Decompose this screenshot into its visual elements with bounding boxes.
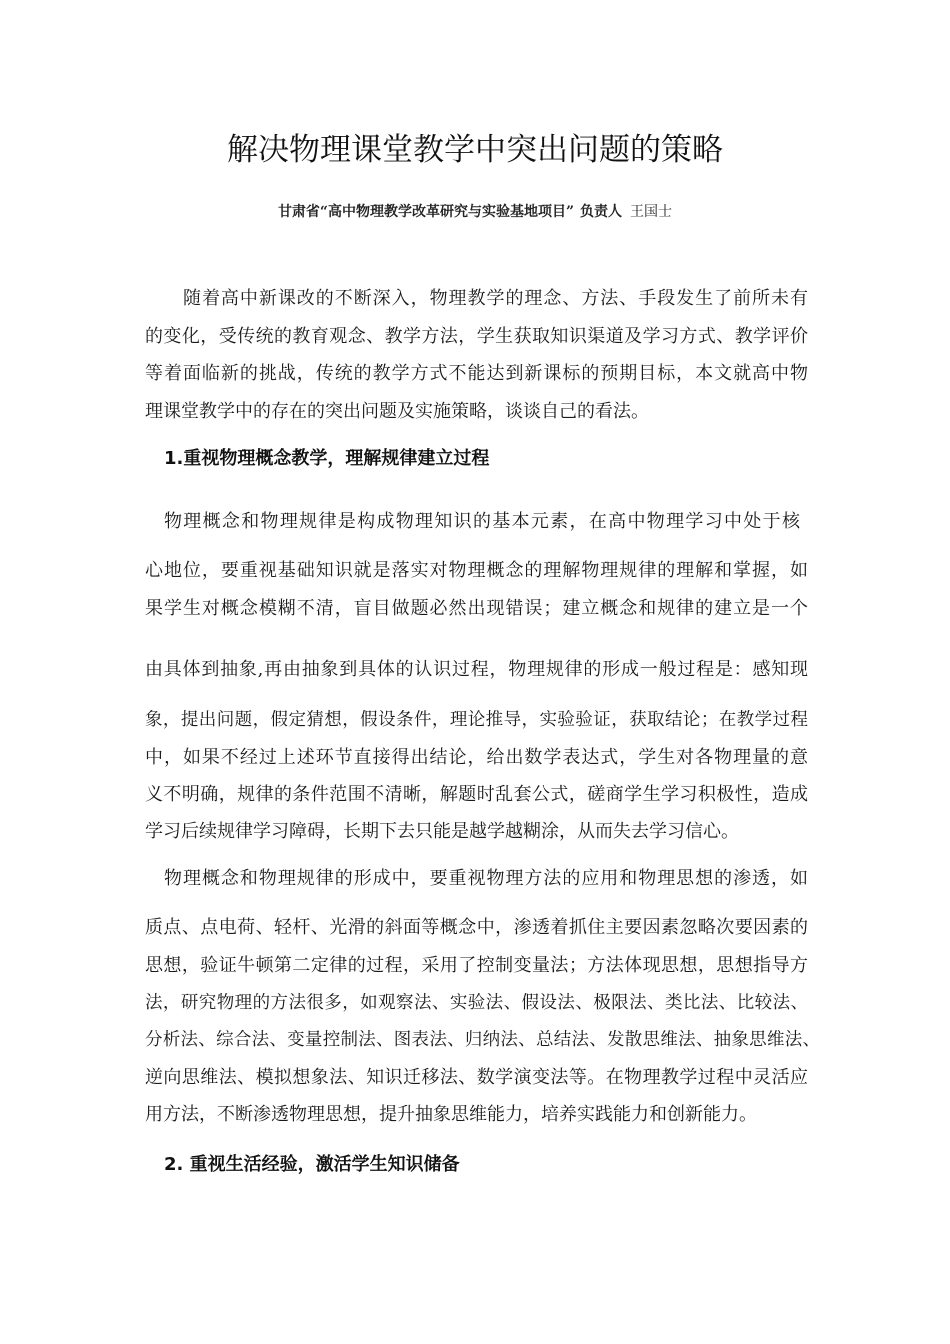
- paragraph-line: 分析法、综合法、变量控制法、图表法、归纳法、总结法、发散思维法、抽象思维法、: [145, 1030, 820, 1050]
- author-line: [0, 201, 950, 223]
- paragraph-line: 逆向思维法、模拟想象法、知识迁移法、数学演变法等。在物理教学过程中灵活应: [145, 1067, 808, 1088]
- paragraph-line: 用方法，不断渗透物理思想，提升抽象思维能力，培养实践能力和创新能力。: [145, 1104, 757, 1125]
- section-heading-1: 1.重视物理概念教学，理解规律建立过程: [164, 448, 490, 469]
- paragraph-line: 由具体到抽象,再由抽象到具体的认识过程，物理规律的形成一般过程是：感知现: [145, 659, 808, 680]
- paragraph-line: 思想，验证牛顿第二定律的过程，采用了控制变量法；方法体现思想，思想指导方: [145, 955, 808, 976]
- paragraph-line: 果学生对概念模糊不清，盲目做题必然出现错误；建立概念和规律的建立是一个: [145, 598, 808, 619]
- intro-line: 随着高中新课改的不断深入，物理教学的理念、方法、手段发生了前所未有: [183, 288, 808, 309]
- paragraph-line: 法，研究物理的方法很多，如观察法、实验法、假设法、极限法、类比法、比较法、: [145, 993, 808, 1013]
- paragraph-line: 心地位，要重视基础知识就是落实对物理概念的理解物理规律的理解和掌握，如: [145, 560, 808, 581]
- intro-line: 等着面临新的挑战，传统的教学方式不能达到新课标的预期目标，本文就高中物: [145, 363, 808, 384]
- author-name: 王国士: [630, 204, 673, 220]
- paragraph-line: 学习后续规律学习障碍，长期下去只能是越学越糊涂，从而失去学习信心。: [145, 821, 739, 842]
- paragraph-line: 中，如果不经过上述环节直接得出结论，给出数学表达式，学生对各物理量的意: [145, 747, 808, 768]
- paragraph-line: 质点、点电荷、轻杆、光滑的斜面等概念中，渗透着抓住主要因素忽略次要因素的: [145, 917, 808, 938]
- intro-line: 的变化，受传统的教育观念、教学方法，学生获取知识渠道及学习方式、教学评价: [145, 326, 808, 347]
- intro-line: 理课堂教学中的存在的突出问题及实施策略，谈谈自己的看法。: [145, 401, 649, 422]
- paragraph-line: 义不明确，规律的条件范围不清晰，解题时乱套公式，磋商学生学习积极性，造成: [145, 784, 808, 805]
- paragraph-line: 物理概念和物理规律的形成中，要重视物理方法的应用和物理思想的渗透，如: [164, 868, 808, 889]
- author-role: 负责人: [580, 204, 623, 220]
- section-heading-2: 2. 重视生活经验，激活学生知识储备: [164, 1154, 460, 1175]
- paragraph-line: 物理概念和物理规律是构成物理知识的基本元素，在高中物理学习中处于核: [164, 511, 800, 532]
- author-organization: 甘肃省“高中物理教学改革研究与实验基地项目”: [277, 204, 575, 220]
- paragraph-line: 象，提出问题，假定猜想，假设条件，理论推导，实验验证，获取结论；在教学过程: [145, 710, 808, 730]
- page-title: 解决物理课堂教学中突出问题的策略: [227, 132, 723, 168]
